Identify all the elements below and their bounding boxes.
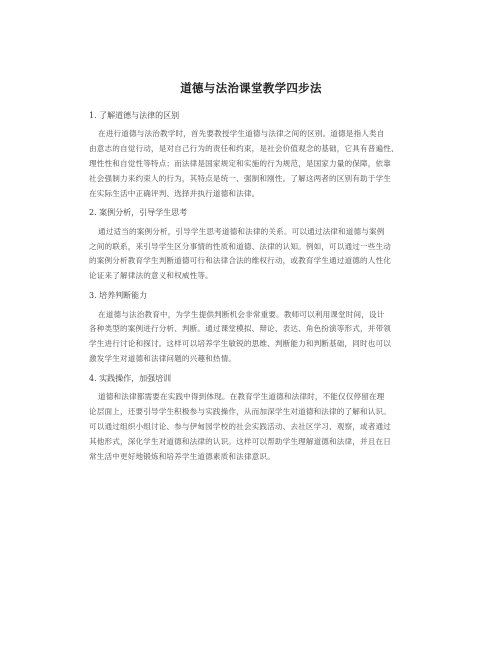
section-1-line: 社会强制力来约束人的行为，其特点是统一、强制和刚性。了解这两者的区别有助于学生 xyxy=(89,174,392,183)
section-2-line: 之间的联系，来引导学生区分事情的性质和道德、法律的认知。例如，可以通过一些生动 xyxy=(89,242,392,251)
section-3-heading: 3. 培养判断能力 xyxy=(89,291,148,300)
section-2-line: 的案例分析教育学生判断道德可行和法律合法的维权行动，或教育学生通过道德的人性化 xyxy=(89,256,392,265)
section-3-line: 学生进行讨论和探讨。这样可以培养学生敏锐的思维、判断能力和判断基础，同时也可以 xyxy=(89,339,392,348)
section-3-line: 各种类型的案例进行分析、判断。通过课堂模拟、辩论、表达、角色扮演等形式，并带领 xyxy=(89,324,392,333)
section-4-line: 其他形式，深化学生对道德和法律的认识。这样可以帮助学生理解道德和法律，并且在日 xyxy=(89,437,392,446)
section-2-line: 论证来了解律法的意义和权威性等。 xyxy=(89,271,213,280)
section-1-line: 在进行道德与法治教学时，首先要教授学生道德与法律之间的区别。道德是指人类自 xyxy=(98,129,385,138)
document-title: 道德与法治课堂教学四步法 xyxy=(180,81,322,95)
section-1-line: 在实际生活中正确评判、选择并执行道德和法律。 xyxy=(89,189,260,198)
section-1-line: 由意志的自觉行动，是对自己行为的责任和约束，是社会价值观念的基础，它具有普遍性、 xyxy=(89,144,399,153)
section-4-line: 论层面上，还要引导学生积极参与实践操作，从而加深学生对道德和法律的了解和认识。 xyxy=(89,407,392,416)
section-2-line: 通过适当的案例分析，引导学生思考道德和法律的关系。可以通过法律和道德与案例 xyxy=(98,227,385,236)
section-4-line: 可以通过组织小组讨论、参与伊甸园学校的社会实践活动、去社区学习、观察，或者通过 xyxy=(89,422,392,431)
section-4-heading: 4. 实践操作，加强培训 xyxy=(89,374,172,383)
section-4-line: 常生活中更好地锻炼和培养学生道德素质和法律意识。 xyxy=(89,452,275,461)
section-1-heading: 1. 了解道德与法律的区别 xyxy=(89,111,180,120)
section-1-line: 理性性和自觉性等特点；而法律是国家规定和实施的行为规范，是国家力量的保障，依靠 xyxy=(89,159,392,168)
section-3-line: 在道德与法治教育中，为学生提供判断机会非常重要。教师可以利用课堂时间，设计 xyxy=(98,310,385,319)
section-2-heading: 2. 案例分析，引导学生思考 xyxy=(89,208,188,217)
section-3-line: 激发学生对道德和法律问题的兴趣和热情。 xyxy=(89,354,237,363)
section-4-line: 道德和法律都需要在实践中得到体现。在教育学生道德和法律时，不能仅仅停留在理 xyxy=(98,392,385,401)
